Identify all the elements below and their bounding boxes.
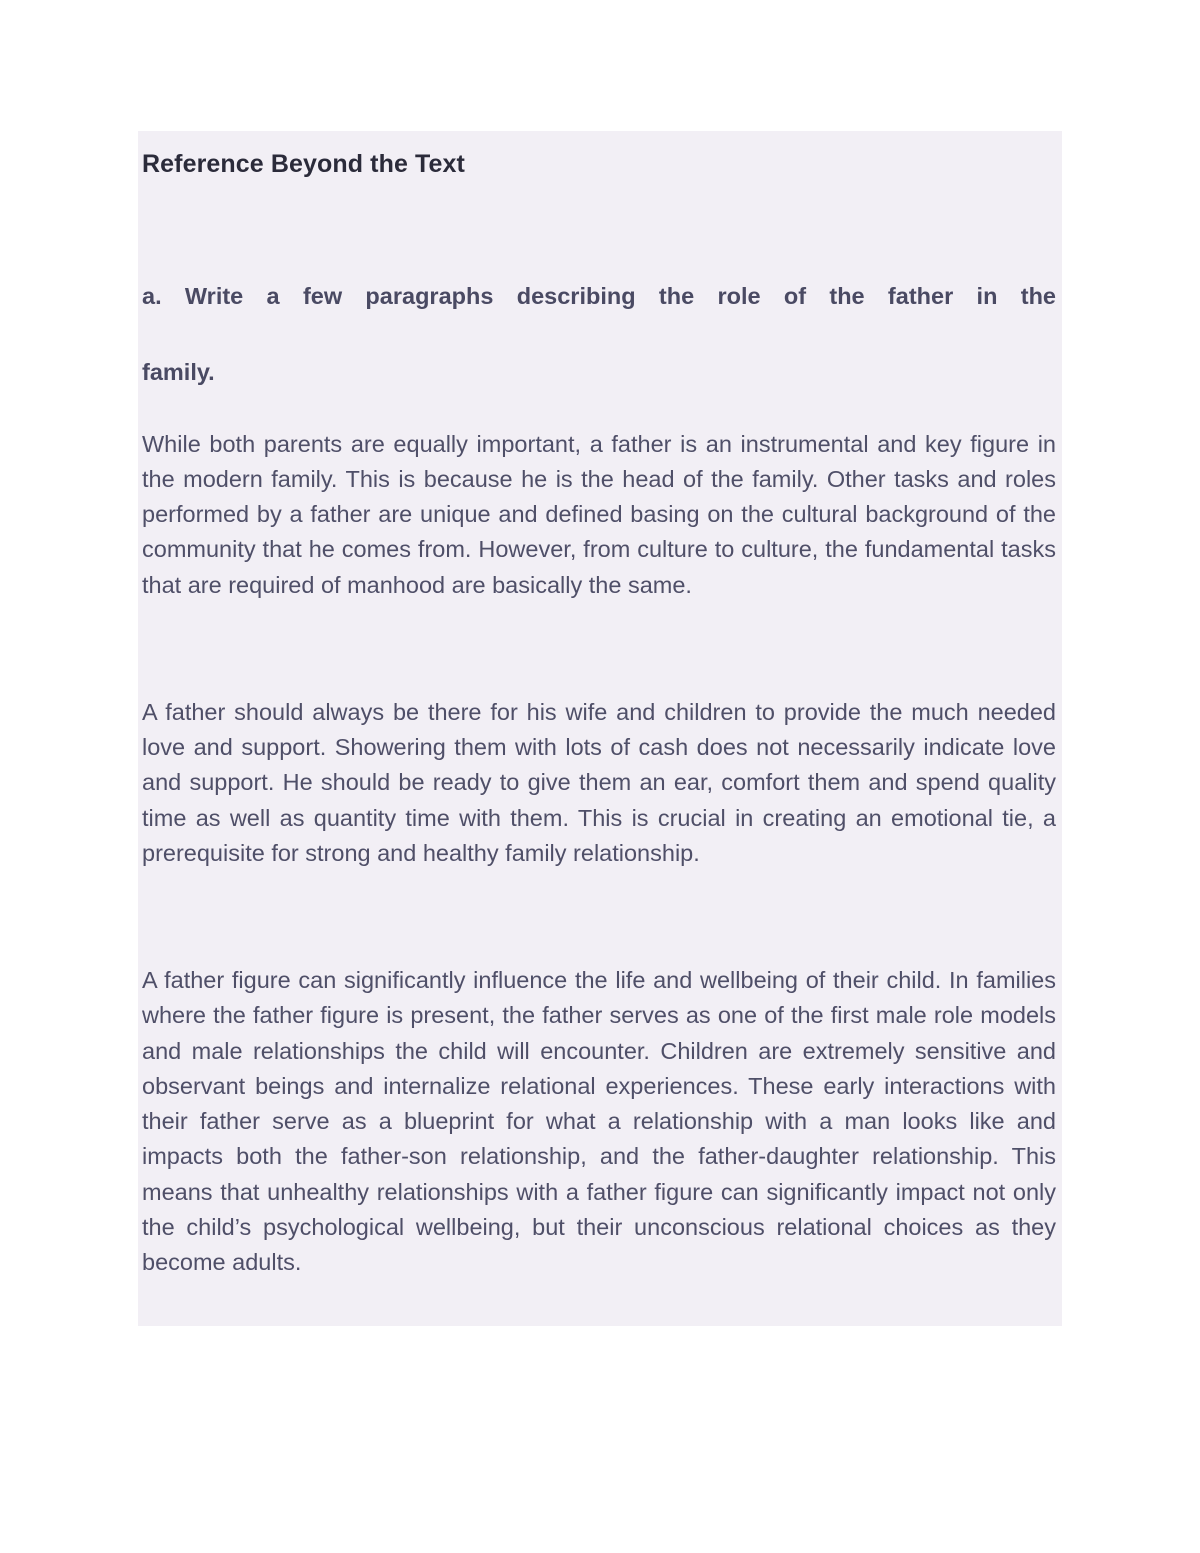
question-prompt-line-1: a. Write a few paragraphs describing the role of the father in the [142,282,1056,309]
title-spacer [138,181,1062,277]
paragraph-gap-1 [138,603,1062,695]
question-prompt [138,277,1062,391]
paragraph-2: A father should always be there for his wife and children to provide the much needed love and support. Showering them with lots of cash does not necessarily indicate love and support. He should be ready to give them an ear, comfort them and spend quality time as well as quantity time with them. This is crucial in creating an emotional tie, a prerequisite for strong and healthy family relationship. [142,698,1056,866]
text-content-block [138,131,1062,1326]
page-title: Reference Beyond the Text [142,150,465,178]
paragraph-gap-2 [138,871,1062,963]
block-bottom-spacer [138,1280,1062,1326]
paragraph-1: While both parents are equally important, a father is an instrumental and key figure in the modern family. This is because he is the head of the family. Other tasks and roles performed by a father are unique and defined basing on the cultural background of the community that he comes from. However, from culture to culture, the fundamental tasks that are required of manhood are basically the same. [142,430,1056,598]
paragraph-3: A father figure can significantly influence the life and wellbeing of their child. In families where the father figure is present, the father serves as one of the first male role models and male relationships the child will encounter. Children are extremely sensitive and observant beings and internalize relational experiences. These early interactions with their father serve as a blueprint for what a relationship with a man looks like and impacts both the father-son relationship, and the father-daughter relationship. This means that unhealthy relationships with a father figure can significantly impact not only the child’s psychological wellbeing, but their unconscious relational choices as they become adults. [142,967,1056,1276]
prompt-gap [138,391,1062,427]
question-prompt-line-2: family. [142,358,215,385]
